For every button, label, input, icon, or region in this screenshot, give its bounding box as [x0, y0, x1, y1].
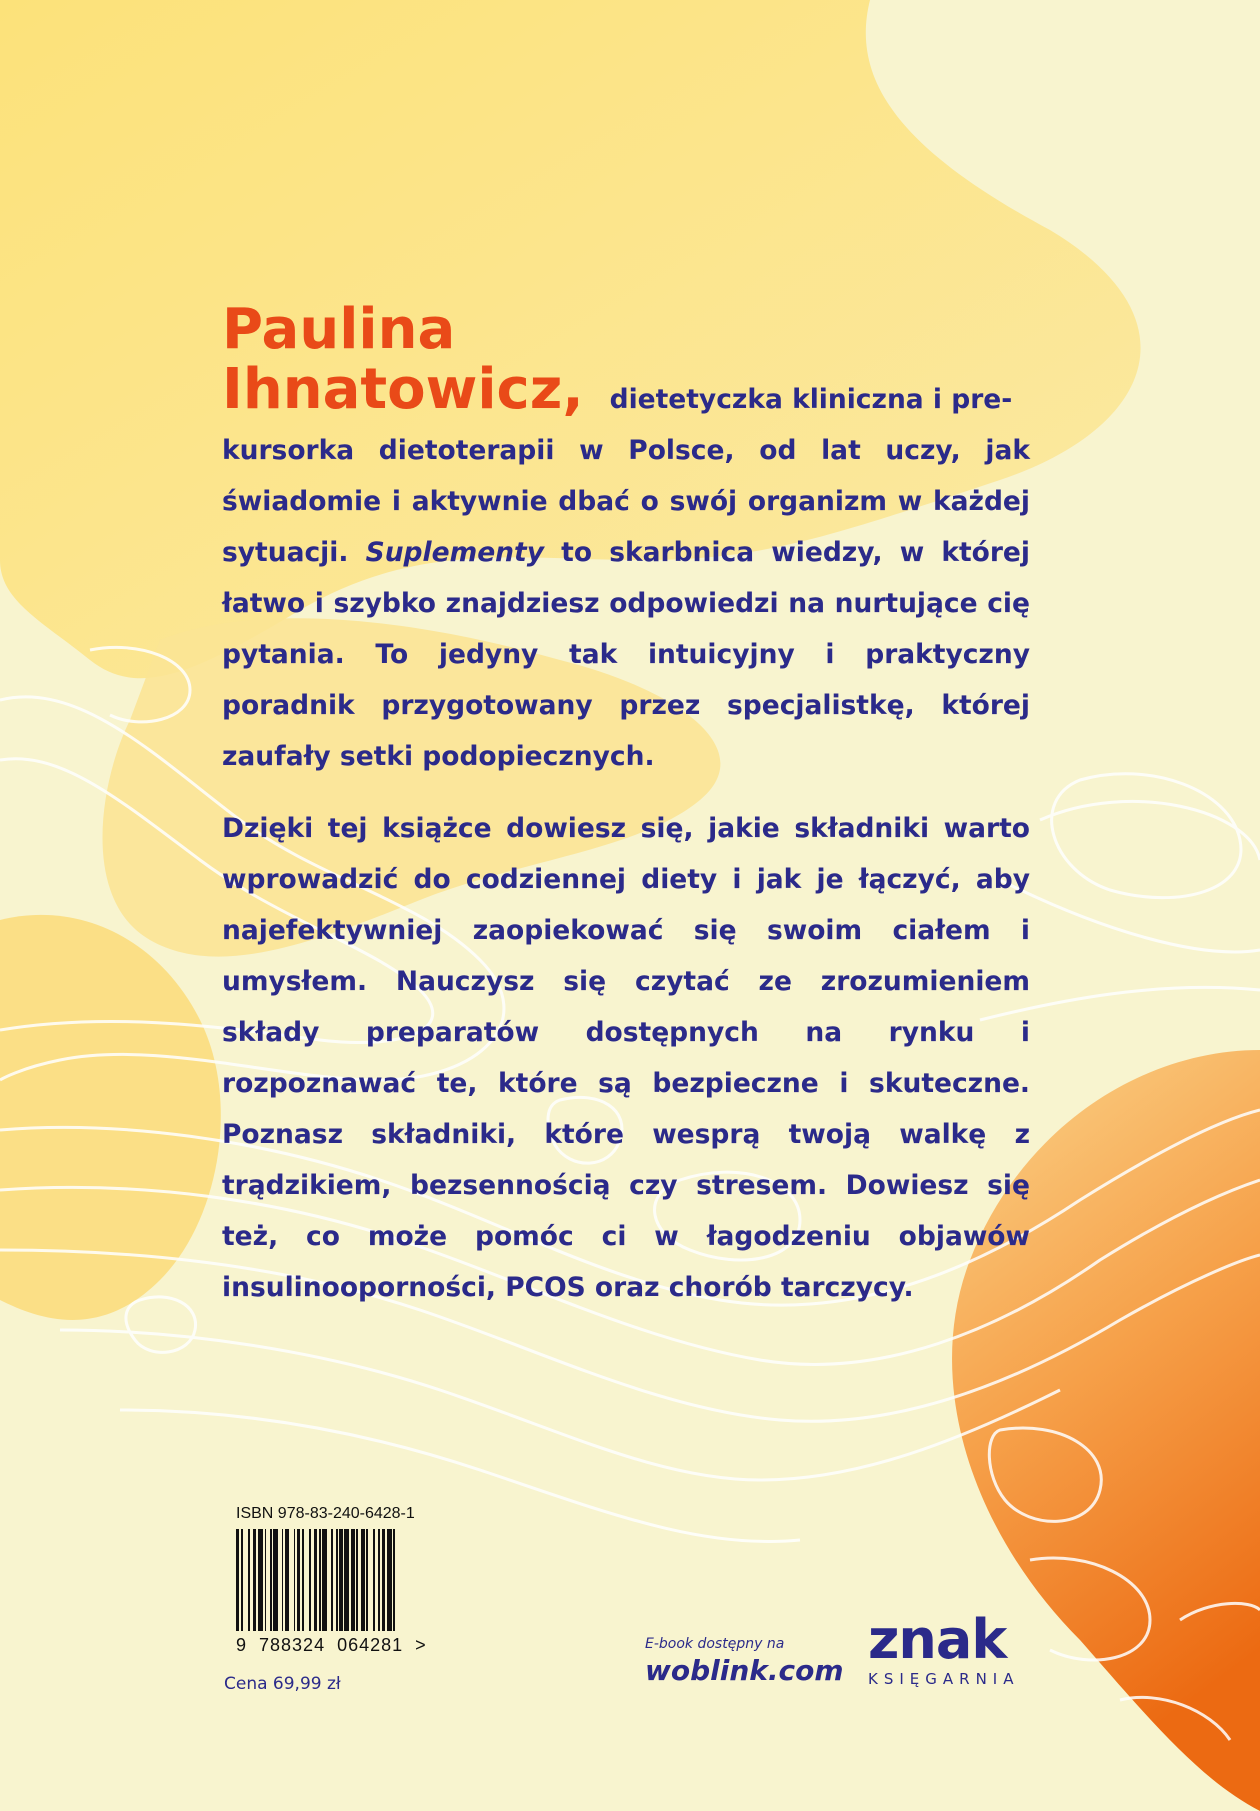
ebook-notice: [645, 1636, 844, 1687]
paragraph-2: Dzięki tej książce dowiesz się, jakie składniki warto wprowadzić do codziennej diety i jak je łączyć, aby najefektywniej zaopiekować się swoim ciałem i umysłem. Nauczysz się czytać ze zrozumieniem składy preparatów dostępnych na rynku i rozpoznawać te, które są bezpieczne i skuteczne. Poznasz składniki, które wesprą twoją walkę z trądzikiem, bezsennością czy stresem. Dowiesz się też, co może pomóc ci w łagodzeniu objawów insulinooporności, PCOS oraz chorób tarczycy.: [222, 813, 1030, 1303]
paragraph-1-first-line: dietetyczka kliniczna i pre-: [609, 384, 1013, 415]
znak-logo: znak: [868, 1608, 1007, 1671]
publisher-logo: [868, 1608, 1020, 1688]
barcode-gap: [395, 1529, 398, 1631]
woblink-logo: woblink.com: [645, 1654, 844, 1687]
book-title: Suplementy: [365, 537, 544, 568]
barcode-digits: 9 788324 064281 >: [236, 1635, 427, 1655]
author-name-line1: Paulina: [222, 297, 456, 362]
paragraph-1: [222, 425, 1030, 782]
author-first-line: [222, 357, 1030, 425]
back-cover-text: [222, 297, 1030, 1313]
author-name-line2: Ihnatowicz,: [222, 357, 584, 422]
paragraph-1-part-b: to skarbnica wiedzy, w której łatwo i szybko znajdziesz odpowiedzi na nurtujące cię pytania. To jedyny tak intuicyjny i praktyczny poradnik przygotowany przez specjalistkę, której zaufały setki podopiecznych.: [222, 537, 1030, 772]
barcode-bars: [236, 1529, 427, 1631]
isbn-text: ISBN 978-83-240-6428-1: [236, 1505, 415, 1522]
ebook-note: E-book dostępny na: [645, 1636, 785, 1652]
paragraph-1-part-a: kursorka dietoterapii w Polsce, od lat uczy, jak świadomie i aktywnie dbać o swój organizm w każdej sytuacji.: [222, 435, 1030, 568]
isbn-barcode: [236, 1505, 427, 1656]
publisher-sub: KSIĘGARNIA: [868, 1670, 1020, 1688]
price: Cena 69,99 zł: [224, 1674, 341, 1694]
